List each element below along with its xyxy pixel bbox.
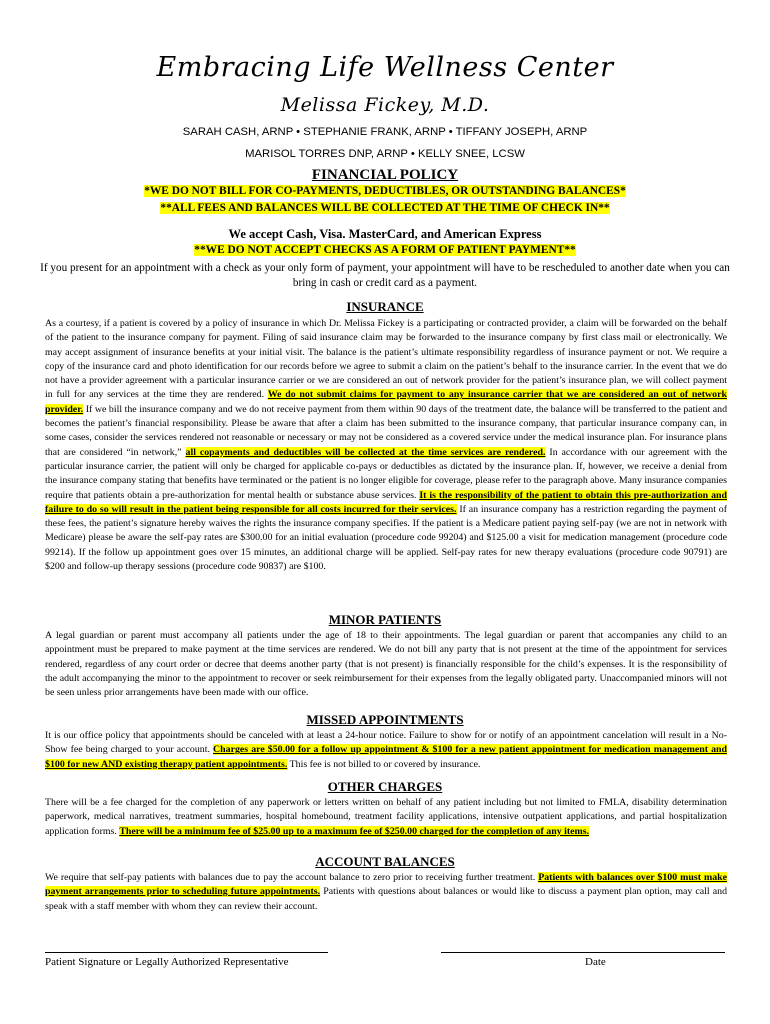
no-show-fee-highlight: Charges are $50.00 for a follow up appointment & $100 for a new patient appointment for medication management and $100 for new AND existing therapy patient appointments.	[45, 744, 727, 770]
accepted-payments: We accept Cash, Visa. MasterCard, and American Express	[228, 227, 542, 241]
missed-appointments-text: It is our office policy that appointments should be canceled with at least a 24-hour notice. Failure to show for or notify of an appointment cancelation will result in a No-Show fee being charged to your account. Charges are $50.00 for a follow up appointment & $100 for a new patient appointment for medication management and $100 for new AND existing therapy patient appointments. This fee is not billed to or covered by insurance.	[45, 730, 727, 770]
other-charges-text: There will be a fee charged for the completion of any paperwork or letters written on behalf of any patient including but not limited to FMLA, disability determination paperwork, medical narratives, treatment summaries, hospital homebound, treatment facility applications, intensive outpatient applications, and partial hospitalization application forms. There will be a minimum fee of $25.00 up to a maximum fee of $250.00 charged for the completion of any items.	[45, 797, 727, 837]
minor-patients-text: A legal guardian or parent must accompany all patients under the age of 18 to their appointments. The legal guardian or parent that accompanies any child to an appointment must be prepared to make payment at the time services are rendered. We do not bill any party that is not present at the time of the appointment for services rendered, regardless of any court order or decree that deems another party (that is not present) is financially responsible for the child’s expenses. It is the responsibility of the adult accompanying the minor to the appointment to recover or seek reimbursement for their expenses from the legally obligated party. Unaccompanied minors will not be seen unless prior arrangements have been made with our office.	[45, 630, 727, 699]
collect-at-checkin-banner: **ALL FEES AND BALANCES WILL BE COLLECTED AT THE TIME OF CHECK IN**	[160, 202, 610, 214]
insurance-title: INSURANCE	[346, 299, 424, 314]
out-of-network-highlight: We do not submit claims for payment to any insurance carrier that we are considered an out of network provider.	[45, 389, 727, 415]
minor-patients-title: MINOR PATIENTS	[328, 612, 442, 627]
insurance-text: As a courtesy, if a patient is covered by a policy of insurance in which Dr. Melissa Fickey is a participating or contracted provider, a claim will be forwarded on the behalf of the patient to the insurance company for payment. Filing of said insurance claim may be forwarded to the insurance company by first class mail or electronically. We may accept assignment of insurance benefits at your initial visit. The balance is the patient’s ultimate responsibility regardless of insurance payment or not. We require a copy of the insurance card and photo identification for our records before we agree to submit a claim on the patient’s behalf to the insurance carrier. In the event that we do not have a provider agreement with a particular insurance carrier or we are considered an out of network provider for the patient’s insurance plan, we will collect payment in full for any services at the time they are rendered. We do not submit claims for payment to any insurance carrier that we are considered an out of network provider. If we bill the insurance company and we do not receive payment from them within 90 days of the treatment date, the balance will be transferred to the patient and becomes the patient’s financial responsibility. Please be aware that after a claim has been submitted to the insurance company, that particular insurance company can, in some cases, consider the services rendered not reasonable or necessary or may not be considered as a covered service under the medical insurance plan. For insurance plans that are considered “in network,” all copayments and deductibles will be collected at the time services are rendered. In accordance with our agreement with the particular insurance carrier, the patient will only be charged for applicable co-pays or deductibles as dictated by the insurance plan. If, however, we receive a denial from the insurance company stating that benefits have terminated or the patient is no longer eligible for coverage, please refer to the paragraph above. Many insurance companies require that patients obtain a pre-authorization for mental health or substance abuse services. It is the responsibility of the patient to obtain this pre-authorization and failure to do so will result in the patient being responsible for all costs incurred for their services. If an insurance company has a restriction regarding the payment of these fees, the patient’s signature hereby waives the rights the insurance company specifies. If the patient is a Medicare patient paying self-pay (we are not in network with Medicare) please be aware the self-pay rates are $300.00 for an initial evaluation (procedure code 99204) and $125.00 a visit for medication management (procedure code 99214). If the follow up appointment goes over 15 minutes, an additional charge will be applied. Self-pay rates for new therapy evaluations (procedure code 90791) are $200 and follow-up therapy sessions (procedure code 90837) are $100.	[45, 318, 728, 573]
balance-over-100-highlight: Patients with balances over $100 must make payment arrangements prior to scheduling future appointments.	[45, 872, 728, 898]
missed-appointments-title: MISSED APPOINTMENTS	[306, 712, 464, 727]
staff-line-1: SARAH CASH, ARNP • STEPHANIE FRANK, ARNP • TIFFANY JOSEPH, ARNP	[182, 126, 588, 138]
preauthorization-highlight: It is the responsibility of the patient to obtain this pre-authorization and failure to do so will result in the patient being responsible for all costs incurred for their services.	[45, 489, 727, 515]
copay-highlight: all copayments and deductibles will be collected at the time services are rendered.	[185, 446, 546, 458]
paperwork-fee-highlight: There will be a minimum fee of $25.00 up to a maximum fee of $250.00 charged for the completion of any items.	[119, 825, 590, 837]
check-notice: If you present for an appointment with a check as your only form of payment, your appointment will have to be rescheduled to another date when you can bring in cash or credit card as a payment.	[40, 262, 730, 289]
staff-line-2: MARISOL TORRES DNP, ARNP • KELLY SNEE, LCSW	[245, 148, 525, 160]
doctor-name: Melissa Fickey, M.D.	[280, 94, 490, 116]
date-signature-line[interactable]	[441, 952, 725, 953]
no-checks-banner: **WE DO NOT ACCEPT CHECKS AS A FORM OF PATIENT PAYMENT**	[194, 244, 576, 256]
account-balances-title: ACCOUNT BALANCES	[315, 854, 455, 869]
financial-policy-title: FINANCIAL POLICY	[311, 167, 459, 183]
date-label: Date	[585, 956, 606, 968]
patient-signature-line[interactable]	[45, 952, 328, 953]
account-balances-text: We require that self-pay patients with balances due to pay the account balance to zero prior to receiving further treatment. Patients with balances over $100 must make payment arrangements prior to scheduling future appointments. Patients with questions about balances or would like to discuss a payment plan option, may call and speak with a staff member with whom they can review their account.	[45, 872, 728, 912]
no-billing-banner: *WE DO NOT BILL FOR CO-PAYMENTS, DEDUCTIBLES, OR OUTSTANDING BALANCES*	[144, 185, 626, 197]
patient-signature-label: Patient Signature or Legally Authorized Representative	[45, 956, 289, 968]
clinic-name: Embracing Life Wellness Center	[156, 52, 614, 83]
other-charges-title: OTHER CHARGES	[327, 779, 443, 794]
